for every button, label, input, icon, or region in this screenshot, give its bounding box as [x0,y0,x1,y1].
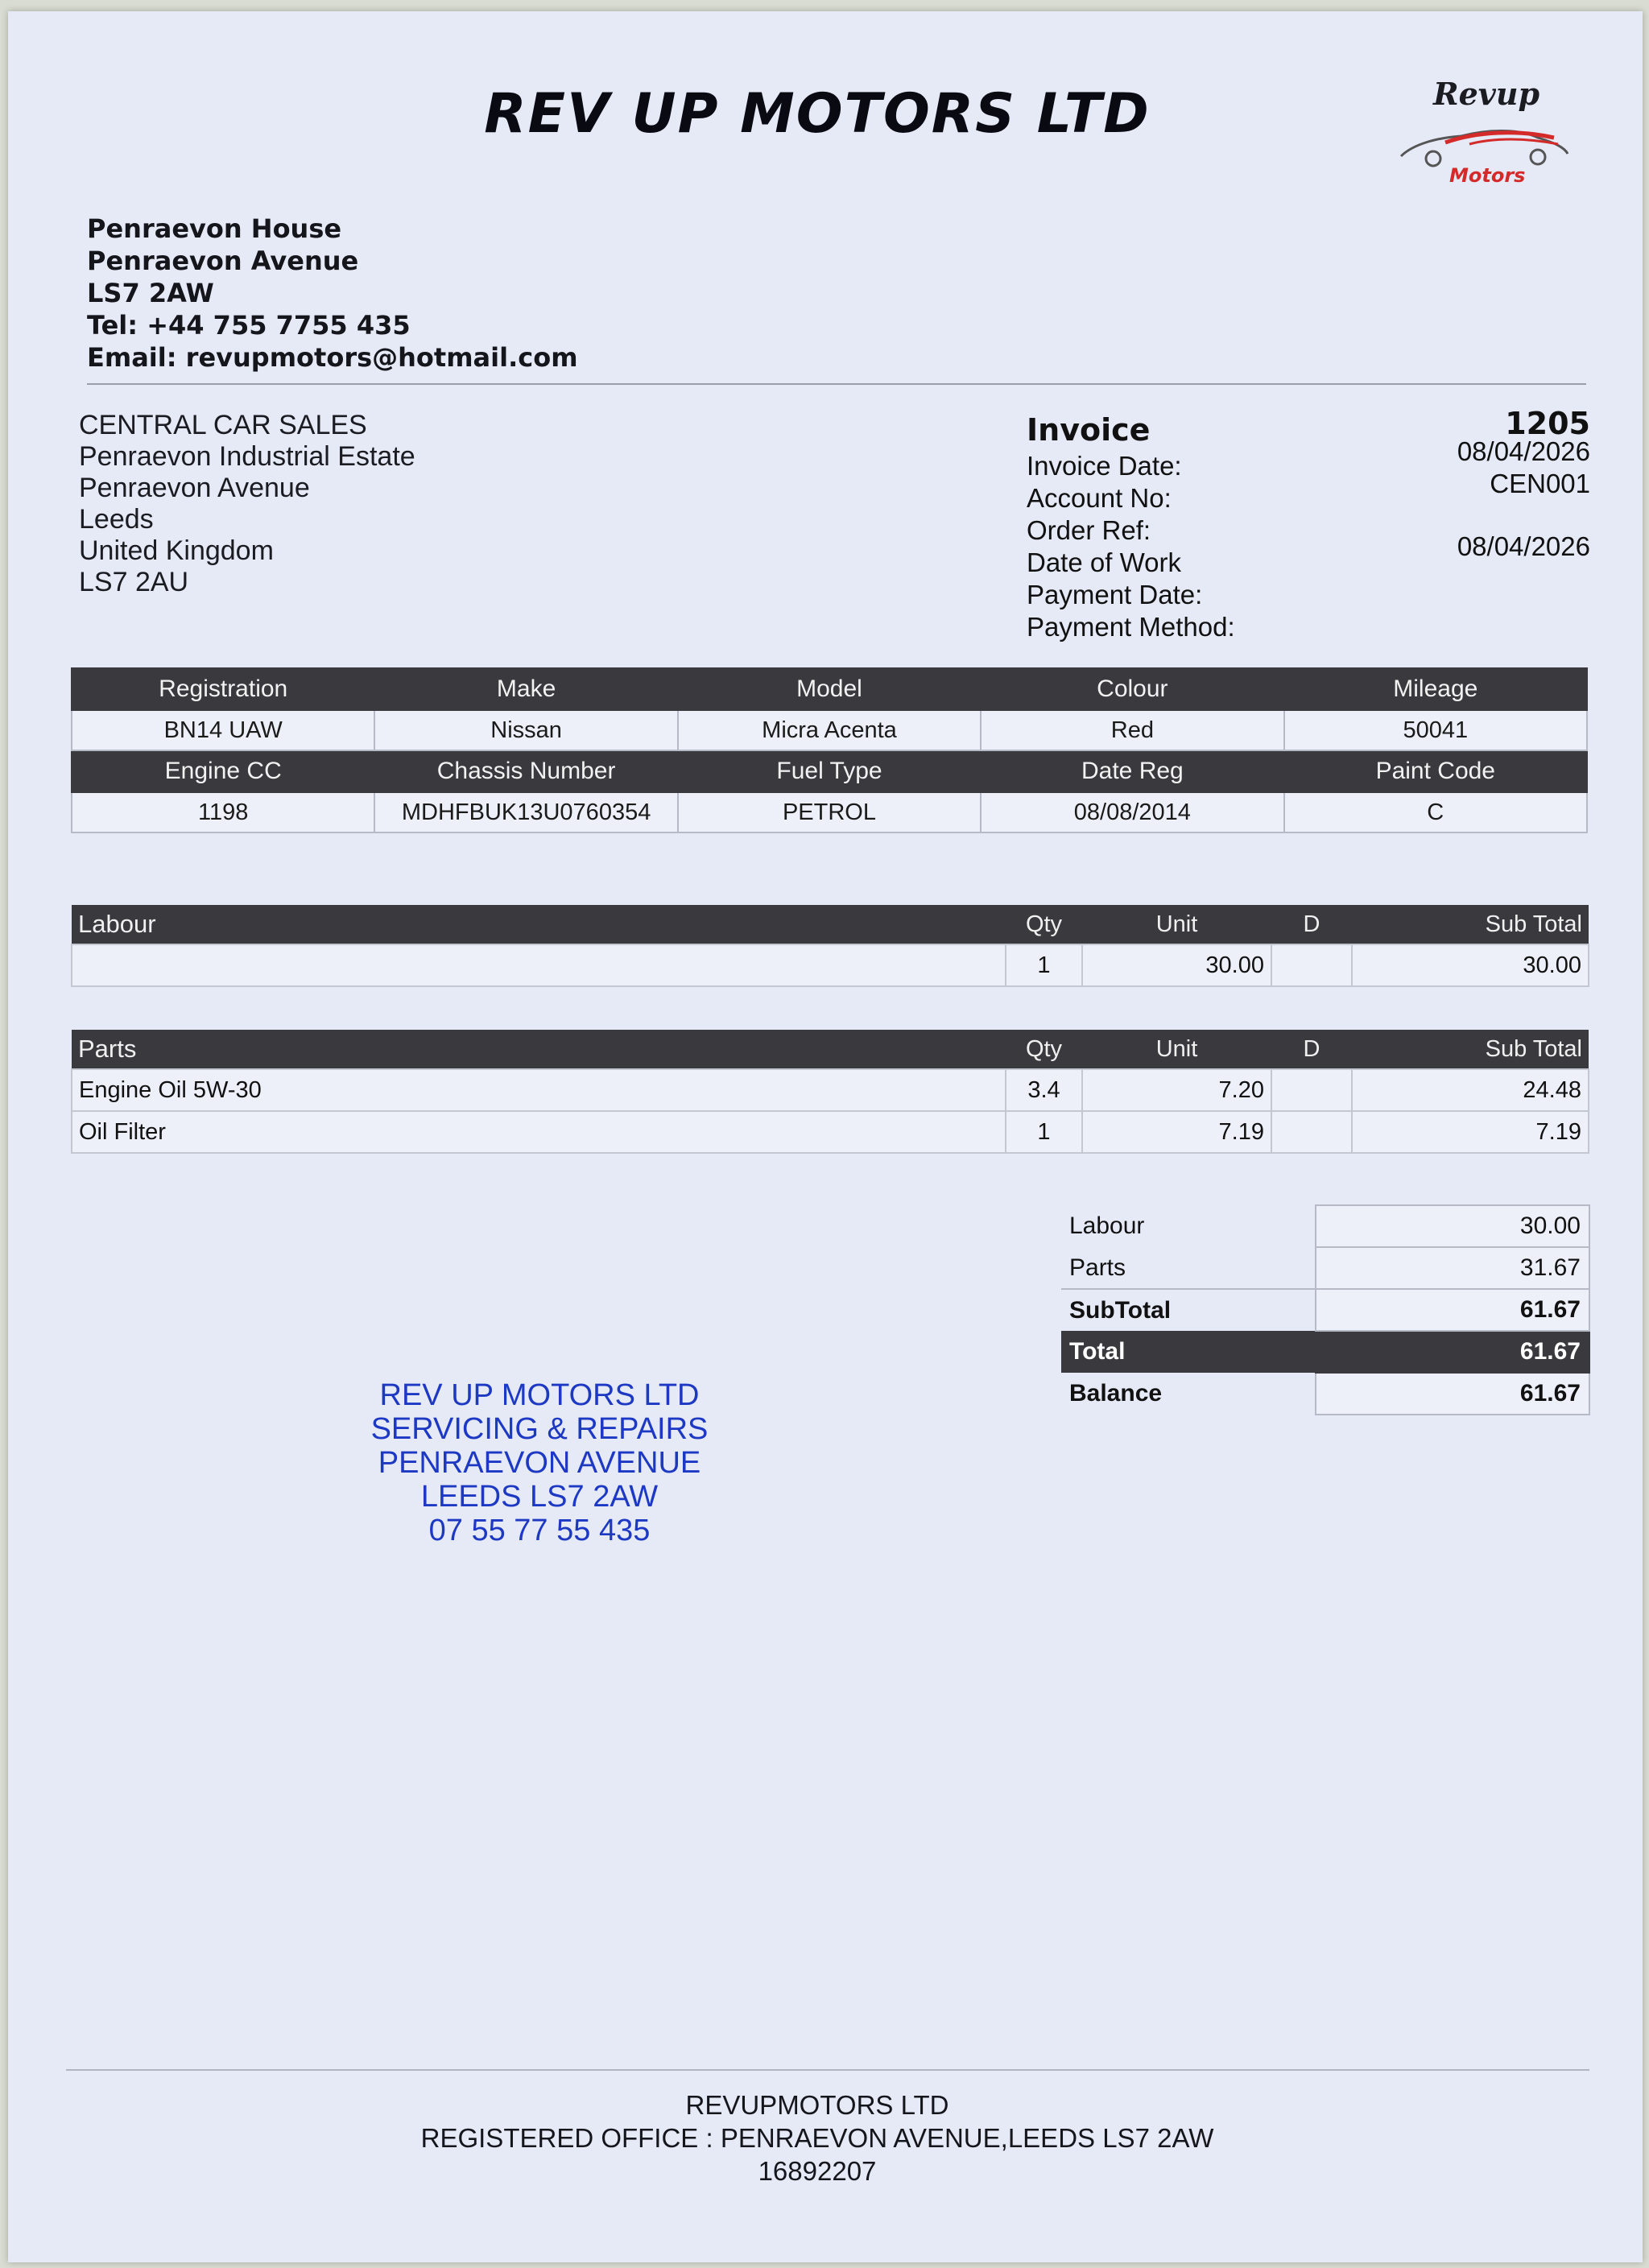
invoice-number: 1205 [1505,406,1590,441]
totals-table [1061,1204,1590,1415]
footer-line: 16892207 [758,2156,877,2186]
unit-header: Unit [1082,1030,1271,1069]
vehicle-header-cell: Mileage [1284,668,1587,710]
company-stamp [322,1378,757,1547]
stamp-line: LEEDS LS7 2AW [420,1480,659,1514]
customer-line: Penraevon Industrial Estate [79,441,415,472]
invoice-field-value: 08/04/2026 [1457,531,1590,561]
vehicle-header-cell: Make [374,668,677,710]
vehicle-value-cell: Nissan [374,710,677,750]
vehicle-header-cell: Chassis Number [374,750,677,792]
part-unit: 7.19 [1082,1111,1271,1153]
labour-total-value: 30.00 [1316,1205,1589,1247]
labour-description [72,944,1006,986]
vehicle-value-cell: PETROL [678,792,981,832]
table-row [72,944,1589,986]
invoice-document [8,11,1643,2262]
grand-total-value: 61.67 [1316,1331,1589,1373]
vehicle-value-cell: MDHFBUK13U0760354 [374,792,677,832]
vehicle-header-row [72,668,1587,710]
labour-header-row [72,905,1589,944]
vehicle-value-cell: 50041 [1284,710,1587,750]
stamp-line: 07 55 77 55 435 [428,1514,651,1547]
table-row [72,1111,1589,1153]
subtotal-value: 61.67 [1316,1289,1589,1331]
stamp-line: SERVICING & REPAIRS [370,1412,709,1446]
invoice-field-label: Account No: [1027,483,1172,513]
labour-table [71,905,1589,987]
parts-table [71,1030,1589,1154]
balance-label: Balance [1069,1380,1163,1407]
vehicle-value-cell: C [1284,792,1587,832]
vehicle-header-cell: Registration [72,668,374,710]
subtotal-header: Sub Total [1352,905,1589,944]
customer-line: LS7 2AU [79,567,189,597]
vehicle-table [71,667,1588,833]
invoice-field-label: Payment Date: [1027,580,1203,609]
invoice-field-value: 08/04/2026 [1457,436,1590,466]
totals-row [1061,1205,1589,1247]
part-subtotal: 7.19 [1352,1111,1589,1153]
labour-discount [1271,944,1352,986]
balance-value: 61.67 [1316,1373,1589,1415]
customer-line: CENTRAL CAR SALES [79,410,367,440]
labour-subtotal: 30.00 [1352,944,1589,986]
unit-header: Unit [1082,905,1271,944]
discount-header: D [1271,1030,1352,1069]
footer [8,2088,1626,2187]
vehicle-header-cell: Colour [981,668,1283,710]
company-address-line: LS7 2AW [87,278,214,308]
vehicle-header-cell: Model [678,668,981,710]
part-discount [1271,1111,1352,1153]
labour-total-label: Labour [1069,1212,1145,1239]
vehicle-header-cell: Engine CC [72,750,374,792]
footer-line: REGISTERED OFFICE : PENRAEVON AVENUE,LEEDS LS7 2AW [420,2123,1214,2153]
footer-line: REVUPMOTORS LTD [685,2090,949,2120]
discount-header: D [1271,905,1352,944]
divider [87,383,1586,385]
totals-row [1061,1373,1589,1415]
part-discount [1271,1069,1352,1111]
subtotal-header: Sub Total [1352,1030,1589,1069]
stamp-line: PENRAEVON AVENUE [378,1446,701,1480]
vehicle-header-row [72,750,1587,792]
vehicle-value-cell: BN14 UAW [72,710,374,750]
vehicle-value-row [72,792,1587,832]
qty-header: Qty [1006,1030,1082,1069]
invoice-field-label: Date of Work [1027,547,1181,577]
part-subtotal: 24.48 [1352,1069,1589,1111]
labour-qty: 1 [1006,944,1082,986]
company-tel: Tel: +44 755 7755 435 [87,310,411,341]
invoice-field-label: Order Ref: [1027,515,1151,545]
invoice-field-value: CEN001 [1490,469,1590,498]
parts-total-label: Parts [1069,1254,1126,1281]
customer-address [79,410,415,598]
car-silhouette-icon [1397,120,1574,168]
vehicle-value-row [72,710,1587,750]
parts-total-value: 31.67 [1316,1247,1589,1289]
part-description: Engine Oil 5W-30 [72,1069,1006,1111]
invoice-heading: Invoice [1027,412,1151,448]
qty-header: Qty [1006,905,1082,944]
table-row [72,1069,1589,1111]
logo-text-bottom: Motors [1449,164,1526,187]
company-logo [1389,76,1590,196]
vehicle-value-cell: Micra Acenta [678,710,981,750]
part-qty: 3.4 [1006,1069,1082,1111]
subtotal-label: SubTotal [1061,1289,1316,1331]
vehicle-header-cell: Paint Code [1284,750,1587,792]
vehicle-value-cell: 08/08/2014 [981,792,1283,832]
vehicle-header-cell: Date Reg [981,750,1283,792]
labour-title: Labour [72,905,1006,944]
stamp-line: REV UP MOTORS LTD [379,1378,700,1412]
parts-header-row [72,1030,1589,1069]
customer-line: United Kingdom [79,535,274,566]
vehicle-value-cell: Red [981,710,1283,750]
company-address [87,213,578,374]
totals-row [1061,1289,1589,1331]
totals-row [1061,1331,1589,1373]
part-unit: 7.20 [1082,1069,1271,1111]
parts-title: Parts [72,1030,1006,1069]
customer-line: Leeds [79,504,154,535]
vehicle-value-cell: 1198 [72,792,374,832]
invoice-field-label: Invoice Date: [1027,451,1182,481]
grand-total-label: Total [1061,1331,1316,1373]
company-address-line: Penraevon Avenue [87,246,359,276]
company-email: Email: revupmotors@hotmail.com [87,342,578,373]
totals-row [1061,1247,1589,1289]
invoice-field-label: Payment Method: [1027,612,1235,642]
labour-unit: 30.00 [1082,944,1271,986]
divider [66,2069,1589,2071]
vehicle-header-cell: Fuel Type [678,750,981,792]
part-qty: 1 [1006,1111,1082,1153]
customer-line: Penraevon Avenue [79,473,310,503]
company-title: REV UP MOTORS LTD [484,82,1151,146]
logo-text-top: Revup [1433,76,1540,112]
company-address-line: Penraevon House [87,213,342,244]
part-description: Oil Filter [72,1111,1006,1153]
